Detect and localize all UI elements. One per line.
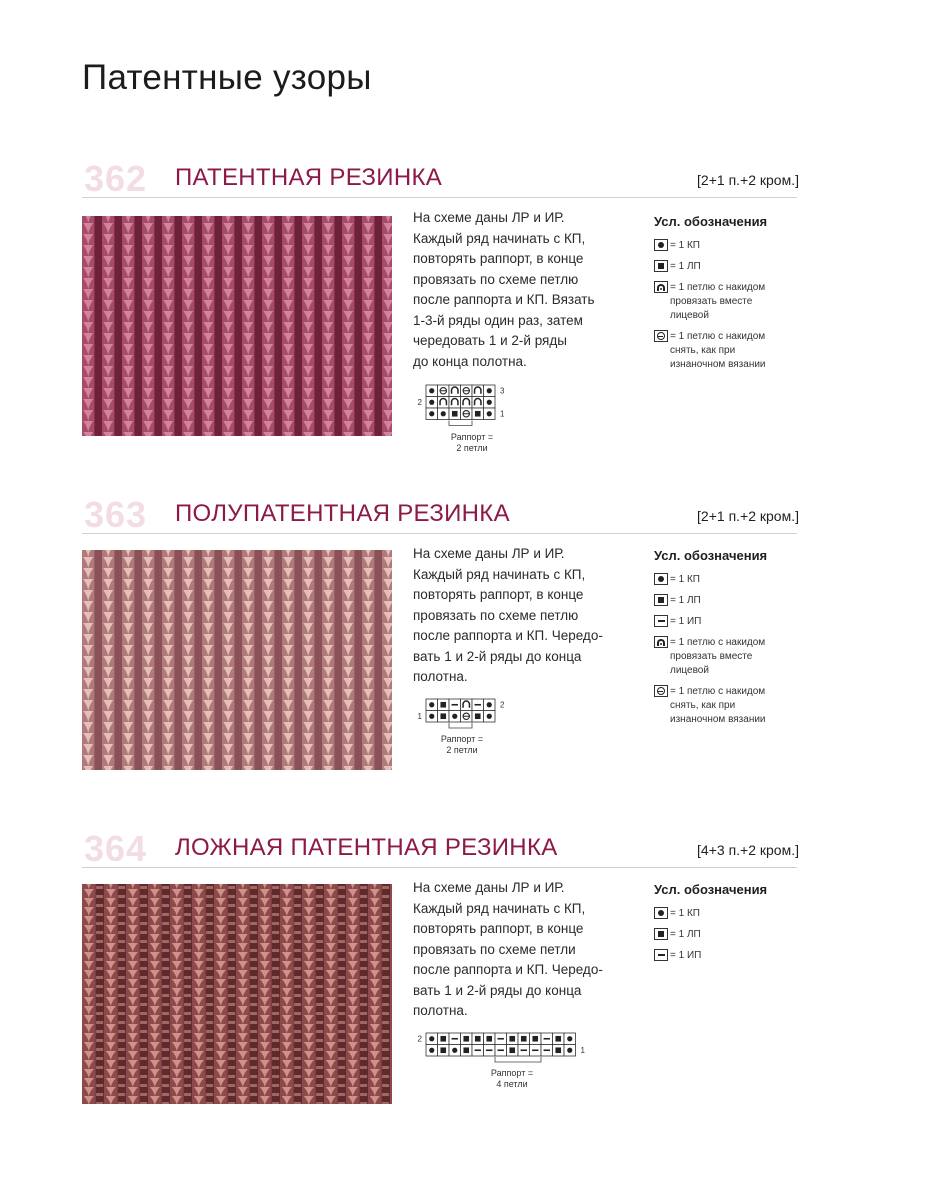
description-line: повторять раппорт, в конце: [413, 921, 584, 936]
legend-text-line: провязать вместе: [670, 296, 753, 307]
chart-cell-dash: [518, 1045, 530, 1057]
description-line: На схеме даны ЛР и ИР.: [413, 880, 565, 895]
dot-symbol-icon: [654, 907, 668, 919]
legend-text-line: = 1 КП: [670, 908, 700, 919]
chart-cell-square: [472, 711, 484, 723]
dot-symbol-icon: [654, 573, 668, 585]
chart-cell-dot: [426, 1033, 438, 1045]
description: [413, 208, 633, 372]
description-line: вать 1 и 2-й ряды до конца: [413, 982, 582, 998]
rapport-bracket: [449, 723, 472, 728]
chart-cell-dot: [484, 397, 496, 409]
pattern-number: 363: [84, 494, 148, 535]
legend-text: [670, 685, 766, 727]
chart-cell-square: [472, 408, 484, 420]
chart-cell-square: [518, 1033, 530, 1045]
chart-cell-dot: [426, 699, 438, 711]
legend: [654, 548, 814, 734]
chart-cell-dash: [541, 1033, 553, 1045]
knit-chart: [412, 698, 511, 736]
chart-cell-dot: [426, 1045, 438, 1057]
chart-cell-square: [438, 1045, 450, 1057]
section-divider: [82, 533, 797, 534]
dash-symbol-icon: [654, 949, 668, 961]
chart-cell-square: [507, 1033, 519, 1045]
description-line: после раппорта и КП. Чередо-: [413, 628, 603, 643]
chart-cell-square: [461, 1033, 473, 1045]
legend-text-line: = 1 петлю с накидом: [670, 686, 766, 697]
rapport-bracket: [449, 421, 472, 426]
stitch-count: [4+3 п.+2 кром.]: [697, 842, 799, 858]
stitch-count: [2+1 п.+2 кром.]: [697, 508, 799, 524]
description-line: На схеме даны ЛР и ИР.: [413, 546, 565, 561]
chart-cell-theta: [461, 711, 473, 723]
chart-cell-arc: [438, 397, 450, 409]
chart-cell-dash: [449, 1033, 461, 1045]
theta-symbol-icon: [654, 685, 668, 697]
legend-text: [670, 260, 701, 274]
chart-cell-arc: [449, 397, 461, 409]
section-divider: [82, 197, 797, 198]
legend: [654, 882, 814, 970]
legend-text-line: = 1 КП: [670, 240, 700, 251]
chart-cell-theta: [461, 408, 473, 420]
chart-cell-square: [484, 1033, 496, 1045]
legend-item: [654, 594, 814, 608]
chart-cell-square: [461, 1045, 473, 1057]
legend-item: [654, 573, 814, 587]
dash-symbol-icon: [654, 615, 668, 627]
chart-cell-dash: [495, 1045, 507, 1057]
description-line: 1-3-й ряды один раз, затем: [413, 312, 583, 328]
knit-chart-grid: [412, 384, 511, 429]
legend-text-line: лицевой: [670, 665, 709, 676]
legend-text-line: = 1 ЛП: [670, 261, 701, 272]
legend-text: [670, 636, 765, 678]
legend-item: [654, 685, 814, 727]
knit-chart-grid: [412, 698, 511, 731]
legend-item: [654, 615, 814, 629]
row-number-label: 1: [417, 712, 422, 721]
chart-cell-dot: [426, 397, 438, 409]
legend-text-line: изнаночном вязании: [670, 359, 766, 370]
chart-cell-arc: [449, 385, 461, 397]
legend-text-line: лицевой: [670, 310, 709, 321]
description-line: провязать по схеме петли: [413, 941, 576, 957]
chart-cell-dot: [449, 711, 461, 723]
legend-item: [654, 907, 814, 921]
square-symbol-icon: [654, 260, 668, 272]
row-number-label: 3: [500, 386, 505, 396]
legend-item: [654, 239, 814, 253]
arc-symbol-icon: [654, 636, 668, 648]
pattern-number: 364: [84, 828, 148, 869]
chart-cell-dash: [472, 1045, 484, 1057]
chart-cell-dash: [484, 1045, 496, 1057]
description-line: провязать по схеме петлю: [413, 607, 579, 623]
description-line: полотна.: [413, 669, 468, 684]
description-line: Каждый ряд начинать с КП,: [413, 230, 586, 246]
chart-cell-dash: [472, 699, 484, 711]
description-line: чередовать 1 и 2-й ряды: [413, 333, 567, 348]
chart-cell-dot: [426, 408, 438, 420]
chart-cell-dot: [426, 385, 438, 397]
row-number-label: 2: [417, 398, 422, 407]
legend-text-line: = 1 петлю с накидом: [670, 637, 766, 648]
description-line: после раппорта и КП. Чередо-: [413, 962, 603, 977]
rapport-bracket: [495, 1057, 541, 1062]
chart-cell-dash: [541, 1045, 553, 1057]
description-line: после раппорта и КП. Вязать: [413, 292, 595, 307]
chart-cell-square: [438, 711, 450, 723]
legend-text-line: = 1 петлю с накидом: [670, 282, 766, 293]
legend-text: [670, 281, 765, 323]
rapport-label: [430, 734, 494, 756]
legend-heading: Усл. обозначения: [654, 882, 768, 897]
description-line: На схеме даны ЛР и ИР.: [413, 210, 565, 225]
legend-text-line: провязать вместе: [670, 651, 753, 662]
legend-text-line: = 1 ЛП: [670, 929, 701, 940]
square-symbol-icon: [654, 928, 668, 940]
description-line: повторять раппорт, в конце: [413, 251, 584, 266]
rapport-label: [480, 1068, 544, 1090]
chart-cell-arc: [472, 385, 484, 397]
description-line: Каждый ряд начинать с КП,: [413, 566, 586, 582]
legend-heading: Усл. обозначения: [654, 548, 768, 563]
knit-swatch-photo: [82, 884, 392, 1104]
description-line: Каждый ряд начинать с КП,: [413, 900, 586, 916]
legend-text: [670, 573, 700, 587]
chart-cell-square: [530, 1033, 542, 1045]
dot-symbol-icon: [654, 239, 668, 251]
legend-text-line: = 1 КП: [670, 574, 700, 585]
legend-item: [654, 281, 814, 323]
rapport-label: [440, 432, 504, 454]
description-line: повторять раппорт, в конце: [413, 587, 584, 602]
chart-cell-dot: [484, 711, 496, 723]
legend-text-line: = 1 петлю с накидом: [670, 331, 766, 342]
knit-swatch-photo: [82, 550, 392, 770]
legend-text: [670, 594, 701, 608]
section-divider: [82, 867, 797, 868]
page-title: Патентные узоры: [82, 58, 372, 97]
chart-cell-dot: [449, 1045, 461, 1057]
knit-chart: [412, 1032, 592, 1070]
description-line: полотна.: [413, 1003, 468, 1018]
chart-cell-square: [438, 1033, 450, 1045]
stitch-count: [2+1 п.+2 кром.]: [697, 172, 799, 188]
arc-symbol-icon: [654, 281, 668, 293]
description-line: до конца полотна.: [413, 353, 527, 369]
chart-cell-dash: [530, 1045, 542, 1057]
pattern-number: 362: [84, 158, 148, 199]
chart-cell-dot: [484, 385, 496, 397]
row-number-label: 2: [417, 1034, 422, 1044]
chart-cell-dot: [564, 1033, 576, 1045]
legend-item: [654, 928, 814, 942]
legend-text-line: снять, как при: [670, 345, 736, 356]
legend-text: [670, 239, 700, 253]
row-number-label: 1: [500, 409, 505, 419]
legend-item: [654, 949, 814, 963]
rapport-line: Раппорт =: [450, 432, 494, 442]
knit-chart-grid: [412, 1032, 592, 1065]
chart-cell-theta: [438, 385, 450, 397]
chart-cell-square: [507, 1045, 519, 1057]
chart-cell-dot: [438, 408, 450, 420]
legend-text: [670, 330, 766, 372]
pattern-title: ЛОЖНАЯ ПАТЕНТНАЯ РЕЗИНКА: [175, 834, 558, 861]
legend-item: [654, 330, 814, 372]
theta-symbol-icon: [654, 330, 668, 342]
pattern-title: ПАТЕНТНАЯ РЕЗИНКА: [175, 164, 443, 191]
rapport-line: 2 петли: [456, 443, 488, 453]
legend-item: [654, 636, 814, 678]
legend-text: [670, 615, 701, 629]
knit-swatch-photo: [82, 216, 392, 436]
chart-cell-square: [438, 699, 450, 711]
legend-text-line: = 1 ИП: [670, 950, 702, 961]
chart-cell-theta: [461, 385, 473, 397]
description-line: вать 1 и 2-й ряды до конца: [413, 648, 582, 664]
legend-text: [670, 949, 701, 963]
rapport-line: Раппорт =: [440, 734, 484, 744]
chart-cell-dot: [564, 1045, 576, 1057]
chart-cell-square: [553, 1033, 565, 1045]
rapport-line: 2 петли: [446, 745, 478, 755]
legend-heading: Усл. обозначения: [654, 214, 768, 229]
legend-text: [670, 928, 701, 942]
chart-cell-dot: [484, 408, 496, 420]
rapport-line: 4 петли: [496, 1079, 528, 1089]
legend-text-line: изнаночном вязании: [670, 714, 766, 725]
chart-cell-arc: [461, 699, 473, 711]
chart-cell-dot: [484, 699, 496, 711]
knit-chart: [412, 384, 511, 434]
chart-cell-dash: [495, 1033, 507, 1045]
rapport-line: Раппорт =: [490, 1068, 534, 1078]
chart-cell-arc: [461, 397, 473, 409]
row-number-label: 1: [580, 1046, 585, 1055]
pattern-title: ПОЛУПАТЕНТНАЯ РЕЗИНКА: [175, 500, 510, 527]
chart-cell-square: [553, 1045, 565, 1057]
chart-cell-dot: [426, 711, 438, 723]
description: [413, 544, 633, 688]
chart-cell-dash: [449, 699, 461, 711]
legend-text-line: = 1 ЛП: [670, 595, 701, 606]
row-number-label: 2: [500, 700, 505, 710]
square-symbol-icon: [654, 594, 668, 606]
legend: [654, 214, 814, 379]
chart-cell-square: [472, 1033, 484, 1045]
legend-text-line: = 1 ИП: [670, 616, 702, 627]
chart-cell-square: [449, 408, 461, 420]
description: [413, 878, 633, 1022]
chart-cell-arc: [472, 397, 484, 409]
legend-text: [670, 907, 700, 921]
description-line: провязать по схеме петлю: [413, 271, 579, 287]
legend-text-line: снять, как при: [670, 700, 736, 711]
legend-item: [654, 260, 814, 274]
